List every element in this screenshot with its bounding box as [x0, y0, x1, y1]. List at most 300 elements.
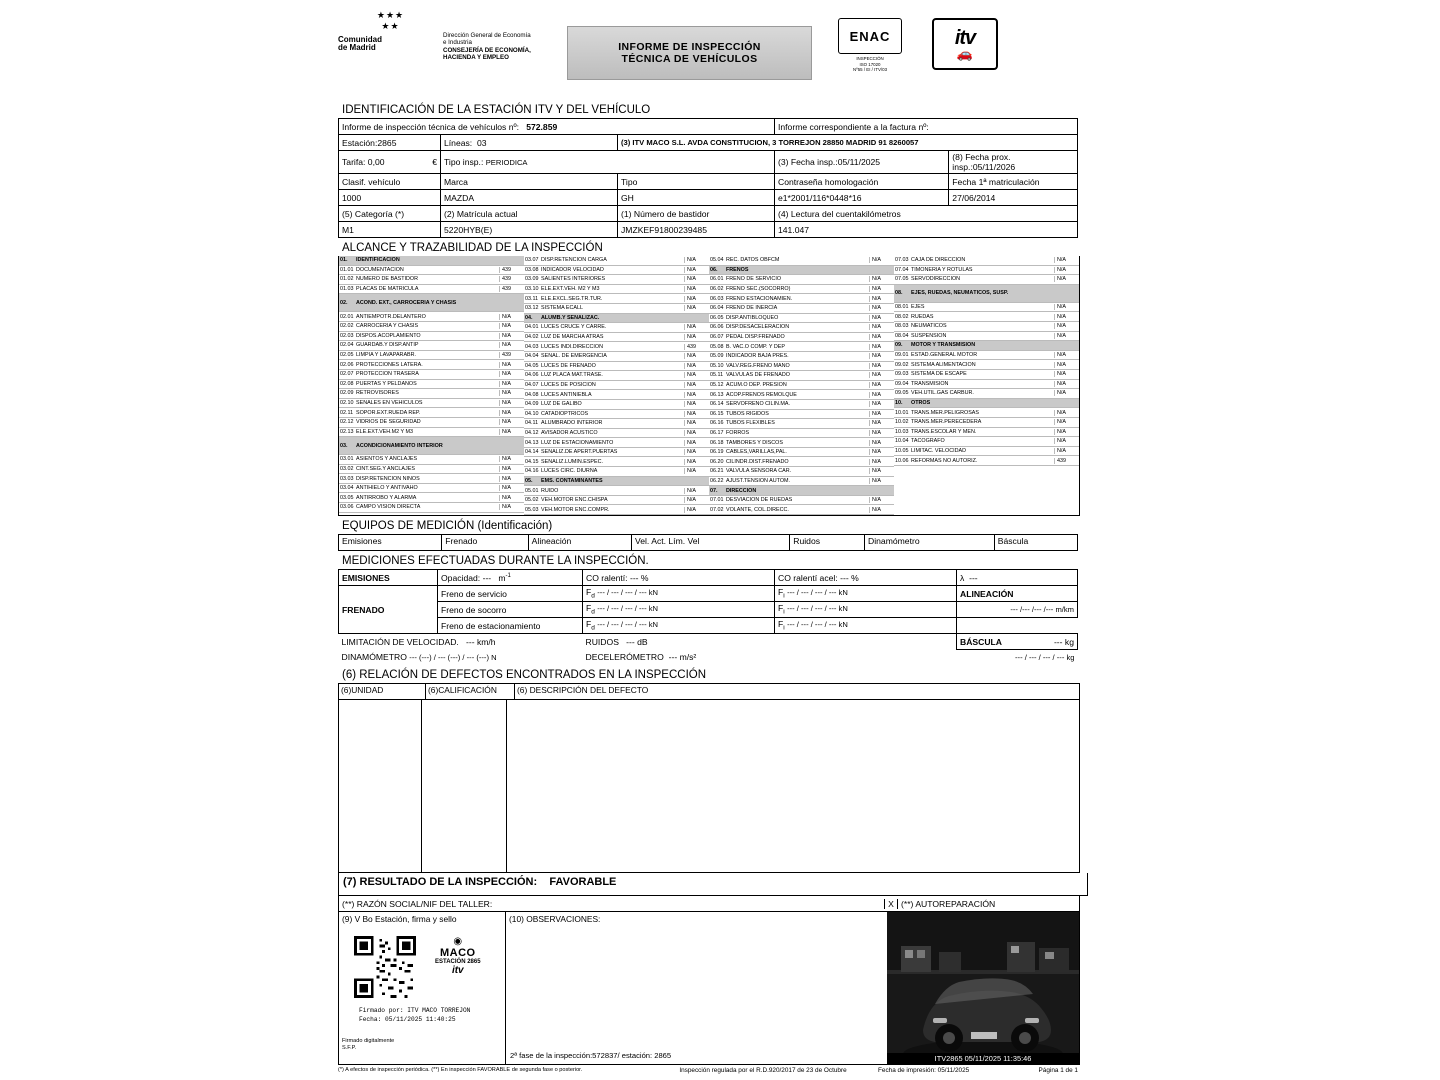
- alcance-value: N/A: [869, 334, 894, 340]
- bastidor-value-cell: JMZKEF91800239485: [618, 222, 775, 238]
- tarifa-cell: Tarifa: 0,00 €: [339, 151, 441, 174]
- alcance-name: PEDAL DISP.FRENADO: [726, 334, 785, 341]
- alcance-name: CABLES,VARILLAS,PAL.: [726, 449, 787, 456]
- alcance-column-2: [524, 256, 709, 515]
- alcance-name: ACOND. EXT., CARROCERÍA Y CHASIS: [356, 299, 457, 306]
- sello-icon: ◉: [453, 936, 463, 948]
- alcance-value: N/A: [869, 478, 894, 484]
- alcance-row: [524, 352, 709, 362]
- alcance-code: 03.12: [525, 305, 539, 312]
- alcance-code: 03.04: [340, 485, 354, 492]
- alcance-row: [894, 275, 1079, 285]
- alcance-group-header: [339, 437, 524, 455]
- alcance-row: [709, 419, 894, 429]
- alcance-value: N/A: [1054, 257, 1079, 263]
- alcance-value: 439: [499, 276, 524, 282]
- alcance-row: [709, 304, 894, 314]
- equipos-header-label: Dinamómetro: [868, 536, 920, 547]
- alcance-name: LUZ DE GALIBO: [541, 401, 582, 408]
- lambda-cell: λ ---: [957, 570, 1078, 586]
- autoreparacion-checkbox[interactable]: X: [884, 899, 898, 909]
- alcance-value: N/A: [869, 420, 894, 426]
- alcance-value: N/A: [684, 286, 709, 292]
- stars-top: ★★★: [376, 10, 405, 20]
- alcance-name: FRENOS: [726, 266, 749, 273]
- alcance-code: 10.01: [895, 409, 909, 416]
- alcance-row: [339, 380, 524, 390]
- clasif-value-cell: 1000: [339, 190, 441, 206]
- alcance-name: ANTIRROBO Y ALARMA: [356, 494, 417, 501]
- fecha-matriculacion-label-cell: Fecha 1ª matriculación: [949, 174, 1078, 190]
- direccion-estacion-cell: (3) ITV MACO S.L. AVDA CONSTITUCION, 3 TORREJON 28850 MADRID 91 8260057: [618, 135, 1078, 151]
- alcance-row: [339, 285, 524, 295]
- alcance-name: REC. DATOS OBFCM: [726, 257, 780, 264]
- alcance-code: 05.: [525, 477, 533, 484]
- equipos-cell-4: [790, 535, 865, 551]
- alcance-code: 09.03: [895, 371, 909, 378]
- alcance-name: LUCES ANTINIEBLA: [541, 391, 592, 398]
- limitacion-velocidad-cell: LIMITACIÓN DE VELOCIDAD. --- km/h: [341, 636, 496, 647]
- alcance-name: PROTECCIONES LATERA.: [356, 361, 423, 368]
- alcance-code: 04.10: [525, 410, 539, 417]
- table-row: [339, 222, 1078, 238]
- alcance-row: [709, 362, 894, 372]
- equipos-header-label: Báscula: [997, 536, 1029, 547]
- alcance-value: N/A: [684, 468, 709, 474]
- alcance-code: 09.02: [895, 361, 909, 368]
- co-ralenti-acel-cell: CO ralentí acel: --- %: [775, 570, 957, 586]
- alcance-row: [894, 312, 1079, 322]
- alcance-code: 05.03: [525, 506, 539, 513]
- alcance-row: [709, 457, 894, 467]
- alcance-code: 07.04: [895, 266, 909, 273]
- alcance-code: 01.: [340, 257, 348, 264]
- alcance-code: 02.10: [340, 400, 354, 407]
- alcance-code: 02.09: [340, 390, 354, 397]
- alcance-code: 05.12: [710, 382, 724, 389]
- alcance-name: DESVIACION DE RUEDAS: [726, 497, 793, 504]
- alcance-name: CARROCERIA Y CHASIS: [356, 323, 419, 330]
- co-ralenti-cell: CO ralentí: --- %: [583, 570, 775, 586]
- alcance-row: [524, 371, 709, 381]
- bastidor-label-cell: (1) Número de bastidor: [618, 206, 775, 222]
- alcance-name: ELE.EXCL.SEG.TR.TUR.: [541, 295, 603, 302]
- alcance-value: N/A: [684, 497, 709, 503]
- alcance-code: 03.09: [525, 276, 539, 283]
- freno-estacionamiento-label: Freno de estacionamiento: [438, 618, 583, 634]
- alcance-value: N/A: [684, 459, 709, 465]
- alcance-code: 06.: [710, 266, 718, 273]
- alcance-name: VOLANTE, COL.DIRECC.: [726, 506, 789, 513]
- alcance-row: [894, 256, 1079, 266]
- alcance-column-3: [709, 256, 894, 515]
- alcance-row: [894, 266, 1079, 276]
- alcance-row: [524, 410, 709, 420]
- equipos-header-label: Alineación: [531, 536, 572, 547]
- defectos-header-descripcion: (6) DESCRIPCIÓN DEL DEFECTO: [515, 684, 1079, 700]
- alcance-name: ANTIHIELO Y ANTIVAHO: [356, 485, 418, 492]
- section-title-alcance: ALCANCE Y TRAZABILIDAD DE LA INSPECCIÓN: [342, 242, 603, 254]
- alcance-name: AJUST.TENSION AUTOM.: [726, 477, 790, 484]
- alcance-code: 03.07: [525, 257, 539, 264]
- defectos-header-calificacion: (6)CALIFICACIÓN: [426, 684, 515, 700]
- mediciones-table: [338, 569, 1078, 665]
- alcance-value: N/A: [1054, 362, 1079, 368]
- alcance-code: 03.08: [525, 266, 539, 273]
- alcance-row: [524, 438, 709, 448]
- alcance-name: EJES, RUEDAS, NEUMÁTICOS, SUSP.: [911, 290, 1009, 297]
- alcance-row: [709, 294, 894, 304]
- alcance-code: 06.22: [710, 477, 724, 484]
- alcance-code: 10.02: [895, 419, 909, 426]
- alcance-name: VEH.MOTOR ENC.CHISPA: [541, 497, 608, 504]
- alcance-row: [339, 418, 524, 428]
- alcance-row: [524, 266, 709, 276]
- freno-estacionamiento-fi: $F_i$ --- / --- / --- / --- kN: [775, 618, 957, 634]
- alcance-value: N/A: [684, 372, 709, 378]
- alcance-code: 06.13: [710, 391, 724, 398]
- alcance-name: LUCES INDI.DIRECCION: [541, 343, 604, 350]
- alcance-code: 06.03: [710, 295, 724, 302]
- photo-timestamp: ITV2865 05/11/2025 11:35:46: [887, 1053, 1079, 1064]
- section-title-defectos: (6) RELACIÓN DE DEFECTOS ENCONTRADOS EN LA INSPECCIÓN: [342, 669, 707, 682]
- alcance-value: N/A: [1054, 352, 1079, 358]
- alcance-row: [709, 410, 894, 420]
- alcance-value: N/A: [869, 257, 894, 263]
- defectos-header-unidad: (6)UNIDAD: [339, 684, 426, 700]
- alcance-name: VALVULA SENSORA CAR.: [726, 468, 792, 475]
- alcance-row: [894, 360, 1079, 370]
- alcance-code: 04.01: [525, 324, 539, 331]
- alcance-value: N/A: [1054, 429, 1079, 435]
- alcance-row: [339, 493, 524, 503]
- alcance-name: TRANSMISION: [911, 380, 949, 387]
- alcance-name: LUZ DE ESTACIONAMIENTO: [541, 439, 614, 446]
- alcance-code: 06.17: [710, 429, 724, 436]
- alcance-value: N/A: [869, 392, 894, 398]
- identification-table: [338, 118, 1078, 238]
- alcance-name: AVISADOR ACUSTICO: [541, 429, 598, 436]
- alcance-value: N/A: [684, 449, 709, 455]
- alcance-code: 05.08: [710, 343, 724, 350]
- comunidad-madrid-logo: [338, 10, 443, 53]
- alcance-value: N/A: [499, 314, 524, 320]
- alcance-name: ACONDICIONAMIENTO INTERIOR: [356, 442, 443, 449]
- alcance-value: N/A: [684, 353, 709, 359]
- alcance-value: N/A: [869, 305, 894, 311]
- alcance-name: FRENO SEC.(SOCORRO): [726, 286, 791, 293]
- document-title-banner: INFORME DE INSPECCIÓN TÉCNICA DE VEHÍCULOS: [567, 26, 812, 80]
- equipos-header-label: Emisiones: [342, 536, 382, 547]
- alcance-name: LIMITAC. VELOCIDAD: [911, 447, 967, 454]
- alcance-value: 439: [1054, 458, 1079, 464]
- alcance-code: 03.01: [340, 456, 354, 463]
- marca-label-cell: Marca: [441, 174, 618, 190]
- alcance-name: INDICADOR BAJA PRES.: [726, 353, 789, 360]
- alcance-row: [709, 438, 894, 448]
- alcance-row: [894, 351, 1079, 361]
- alcance-name: TACOGRAFO: [911, 438, 945, 445]
- alcance-code: 10.05: [895, 447, 909, 454]
- alcance-name: NEUMATICOS: [911, 323, 947, 330]
- enac-accreditation-text: INSPECCIÓN ISO 17020 Nº55 / EI / ITV/03: [852, 56, 888, 72]
- alcance-value: N/A: [499, 390, 524, 396]
- alcance-value: N/A: [1054, 323, 1079, 329]
- alcance-name: SUSPENSION: [911, 332, 947, 339]
- firma-digital-footer: Firmado digitalmente S.F.P.: [342, 1038, 395, 1052]
- freno-estacionamiento-fd: $F_d$ --- / --- / --- / --- kN: [583, 618, 775, 634]
- alcance-row: [709, 342, 894, 352]
- alcance-row: [524, 505, 709, 515]
- alcance-row: [339, 266, 524, 276]
- alcance-name: TRANS.MER.PELIGROSAS: [911, 409, 979, 416]
- alcance-value: N/A: [499, 342, 524, 348]
- alcance-code: 03.03: [340, 475, 354, 482]
- alcance-code: 06.18: [710, 439, 724, 446]
- alcance-code: 07.02: [710, 506, 724, 513]
- alcance-code: 09.: [895, 342, 903, 349]
- alcance-value: N/A: [684, 363, 709, 369]
- alcance-name: VALV.REG.FRENO MANO: [726, 362, 790, 369]
- alcance-code: 09.05: [895, 390, 909, 397]
- alcance-value: N/A: [869, 344, 894, 350]
- table-row: [339, 190, 1078, 206]
- alcance-value: N/A: [684, 382, 709, 388]
- alcance-value: N/A: [1054, 304, 1079, 310]
- alcance-name: SEÑALES EN VEHICULOS: [356, 400, 423, 407]
- alcance-value: N/A: [869, 286, 894, 292]
- alcance-name: NUMERO DE BASTIDOR: [356, 276, 418, 283]
- resultado-inspeccion: (7) RESULTADO DE LA INSPECCIÓN: FAVORABLE: [338, 873, 1088, 896]
- alcance-row: [524, 400, 709, 410]
- alcance-value: N/A: [499, 333, 524, 339]
- footer-date: Fecha de impresión: 05/11/2025: [878, 1067, 970, 1075]
- alcance-code: 02.: [340, 299, 348, 306]
- alcance-value: N/A: [869, 372, 894, 378]
- alcance-group-header: [894, 399, 1079, 409]
- alcance-code: 10.03: [895, 428, 909, 435]
- alcance-code: 06.16: [710, 420, 724, 427]
- alcance-name: ALUMBRADO INTERIOR: [541, 420, 603, 427]
- stars-bottom: ★★: [381, 21, 400, 31]
- alcance-grid: [338, 256, 1080, 516]
- alcance-code: 06.06: [710, 324, 724, 331]
- alcance-code: 10.06: [895, 457, 909, 464]
- alcance-name: IDENTIFICACIÓN: [356, 257, 400, 264]
- alcance-row: [339, 332, 524, 342]
- alcance-code: 01.02: [340, 276, 354, 283]
- firma-digital-text: Firmado por: ITV MACO TORREJON Fecha: 05/11/2025 11:40:25: [359, 1007, 471, 1023]
- alcance-name: FRENO ESTACIONAMIEN.: [726, 295, 793, 302]
- alcance-code: 04.09: [525, 401, 539, 408]
- alcance-name: SISTEMA ALIMENTACION: [911, 361, 976, 368]
- freno-socorro-fi: $F_i$ --- / --- / --- / --- kN: [775, 602, 957, 618]
- enac-logo: [834, 18, 906, 73]
- alcance-name: PROTECCION TRASERA: [356, 371, 419, 378]
- alineacion-value: --- /--- /--- /--- m/km: [957, 602, 1078, 618]
- alcance-value: N/A: [499, 419, 524, 425]
- alcance-row: [894, 408, 1079, 418]
- alcance-code: 02.04: [340, 342, 354, 349]
- alcance-row: [709, 505, 894, 515]
- alcance-code: 04.15: [525, 458, 539, 465]
- alcance-column-4: [894, 256, 1079, 515]
- alcance-name: TRANS.MER.PERECEDERA: [911, 419, 982, 426]
- alcance-row: [709, 323, 894, 333]
- alcance-value: N/A: [869, 459, 894, 465]
- alcance-code: 05.01: [525, 487, 539, 494]
- alcance-value: N/A: [1054, 410, 1079, 416]
- equipos-header-label: Ruidos: [793, 536, 821, 547]
- alcance-code: 06.07: [710, 334, 724, 341]
- alcance-name: LUZ DE MARCHA ATRAS: [541, 334, 604, 341]
- table-row: [339, 119, 1078, 135]
- alcance-name: EMS. CONTAMINANTES: [541, 477, 603, 484]
- alcance-name: RUEDAS: [911, 313, 934, 320]
- alcance-name: ELE.EXT.VEH.M2 Y M3: [356, 428, 414, 435]
- table-row: [339, 634, 1078, 650]
- itv-logo: itv 🚗: [932, 18, 998, 70]
- razon-social-label: (**) RAZÓN SOCIAL/NIF DEL TALLER:: [342, 898, 493, 909]
- decelerometro-cell: DECELERÓMETRO --- m/s²: [585, 652, 697, 663]
- alcance-name: EJES: [911, 304, 925, 311]
- table-row: [339, 535, 1078, 551]
- marca-value-cell: MAZDA: [441, 190, 618, 206]
- alcance-row: [894, 380, 1079, 390]
- alcance-value: N/A: [1054, 276, 1079, 282]
- equipos-cell-0: [339, 535, 442, 551]
- alcance-code: 07.01: [710, 497, 724, 504]
- observaciones-block: [506, 912, 1079, 1064]
- footer-left: (*) A efectos de inspección periódica. (**) En inspección FAVORABLE de segunda fase o posterior.: [338, 1067, 583, 1074]
- alcance-code: 03.06: [340, 504, 354, 511]
- alcance-name: LUCES DE FRENADO: [541, 362, 596, 369]
- alcance-row: [524, 457, 709, 467]
- alcance-code: 04.16: [525, 468, 539, 475]
- alcance-name: DISP.ANTIBLOQUEO: [726, 314, 779, 321]
- alcance-row: [709, 285, 894, 295]
- alcance-value: N/A: [499, 362, 524, 368]
- alcance-name: INDICADOR VELOCIDAD: [541, 266, 604, 273]
- alcance-code: 09.04: [895, 380, 909, 387]
- alcance-value: N/A: [499, 410, 524, 416]
- tipo-label-cell: Tipo: [618, 174, 775, 190]
- alcance-row: [339, 322, 524, 332]
- defectos-header-row: [339, 684, 1079, 700]
- alcance-name: LUCES CIRC. DIURNA: [541, 468, 598, 475]
- alcance-name: CATADIOPTRICOS: [541, 410, 589, 417]
- alcance-name: SEÑALIZ.DE APERT.PUERTAS: [541, 449, 618, 456]
- alcance-name: OTROS: [911, 400, 931, 407]
- alcance-row: [524, 294, 709, 304]
- contrasena-label-cell: Contraseña homologación: [775, 174, 949, 190]
- alcance-value: N/A: [869, 296, 894, 302]
- alcance-value: N/A: [684, 267, 709, 273]
- alcance-row: [524, 429, 709, 439]
- matricula-value-cell: 5220HYB(E): [441, 222, 618, 238]
- qr-code-svg: [347, 936, 423, 998]
- tipo-inspeccion-cell: Tipo insp.: PERIODICA: [441, 151, 775, 174]
- alcance-value: N/A: [499, 429, 524, 435]
- alcance-name: FRENO DE INERCIA: [726, 305, 778, 312]
- alcance-code: 09.01: [895, 352, 909, 359]
- alcance-value: N/A: [499, 476, 524, 482]
- document-header: [338, 10, 1078, 100]
- vbo-estacion-block: [339, 912, 506, 1064]
- matricula-label-cell: (2) Matrícula actual: [441, 206, 618, 222]
- section-title-equipos: EQUIPOS DE MEDICIÓN (Identificación): [342, 520, 553, 533]
- alcance-value: N/A: [499, 504, 524, 510]
- alcance-value: N/A: [1054, 371, 1079, 377]
- alcance-code: 04.07: [525, 382, 539, 389]
- alcance-name: LUCES CRUCE Y CARRE.: [541, 324, 607, 331]
- alcance-value: N/A: [869, 411, 894, 417]
- alcance-name: FORROS: [726, 429, 750, 436]
- alcance-row: [524, 486, 709, 496]
- alcance-row: [709, 352, 894, 362]
- alcance-code: 02.03: [340, 332, 354, 339]
- alcance-value: N/A: [869, 363, 894, 369]
- alcance-row: [524, 275, 709, 285]
- alcance-value: N/A: [684, 296, 709, 302]
- alcance-code: 06.05: [710, 314, 724, 321]
- alcance-value: N/A: [684, 411, 709, 417]
- alcance-value: N/A: [869, 449, 894, 455]
- alcance-code: 04.04: [525, 353, 539, 360]
- alcance-code: 04.12: [525, 429, 539, 436]
- alcance-code: 05.09: [710, 353, 724, 360]
- informe-numero-cell: Informe de inspección técnica de vehículos nº: 572.859: [339, 119, 775, 135]
- fecha-inspeccion-cell: (3) Fecha insp.:05/11/2025: [775, 151, 949, 174]
- alcance-code: 04.08: [525, 391, 539, 398]
- alcance-value: N/A: [869, 315, 894, 321]
- alcance-value: N/A: [684, 420, 709, 426]
- alcance-code: 01.03: [340, 286, 354, 293]
- alcance-value: N/A: [684, 440, 709, 446]
- alcance-row: [709, 448, 894, 458]
- alcance-value: N/A: [684, 488, 709, 494]
- equipos-cell-2: [528, 535, 631, 551]
- alcance-name: GUARDAB.Y DISP.ANTIP: [356, 342, 419, 349]
- alcance-name: SEÑALIZ.LUMIN.ESPEC.: [541, 458, 604, 465]
- alcance-value: N/A: [499, 485, 524, 491]
- table-row: [339, 570, 1078, 586]
- alcance-row: [339, 360, 524, 370]
- alcance-code: 06.02: [710, 286, 724, 293]
- alcance-name: CAMPO VISION DIRECTA: [356, 504, 421, 511]
- defectos-col-calificacion: [422, 700, 507, 872]
- alcance-name: MOTOR Y TRANSMISIÓN: [911, 342, 976, 349]
- alcance-name: RUIDO: [541, 487, 559, 494]
- vehicle-photo-svg: [887, 912, 1079, 1064]
- alcance-name: DISP.DESACELERACION: [726, 324, 790, 331]
- bascula-value-cell: --- / --- / --- / --- kg: [1015, 653, 1075, 663]
- alcance-row: [709, 381, 894, 391]
- alcance-group-header: [709, 266, 894, 276]
- alcance-value: N/A: [499, 371, 524, 377]
- alcance-row: [524, 342, 709, 352]
- alcance-value: N/A: [1054, 267, 1079, 273]
- alcance-value: N/A: [499, 323, 524, 329]
- alcance-value: N/A: [869, 497, 894, 503]
- enac-mark-icon: ENAC: [838, 18, 902, 54]
- alcance-value: N/A: [1054, 448, 1079, 454]
- alcance-row: [339, 503, 524, 513]
- emisiones-label: EMISIONES: [339, 570, 438, 586]
- alcance-row: [524, 467, 709, 477]
- alcance-value: N/A: [499, 495, 524, 501]
- alcance-row: [709, 477, 894, 487]
